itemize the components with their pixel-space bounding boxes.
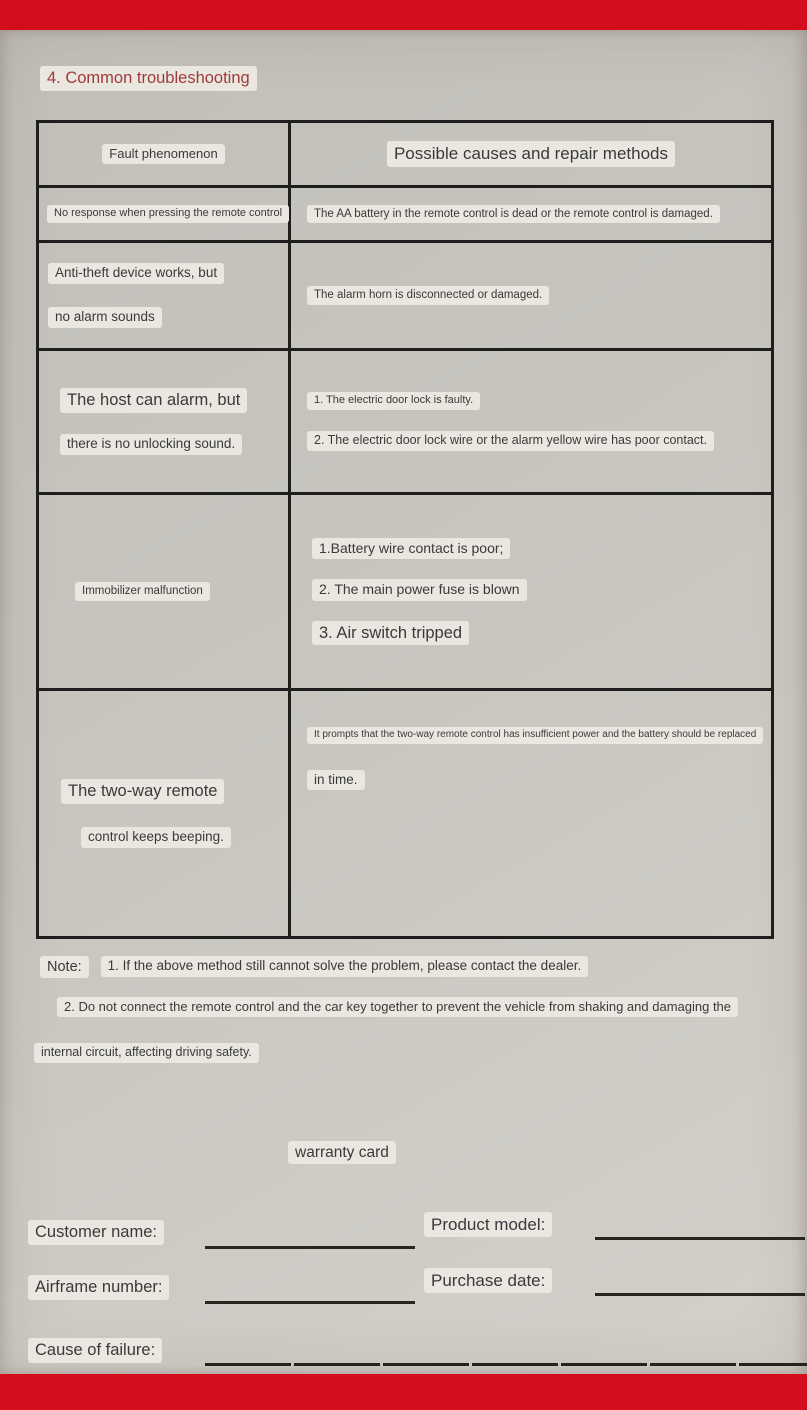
cause-of-failure-label: Cause of failure: xyxy=(28,1338,162,1363)
customer-name-label: Customer name: xyxy=(28,1220,164,1245)
note-line-1: 1. If the above method still cannot solve the problem, please contact the dealer. xyxy=(101,956,589,977)
purchase-date-label: Purchase date: xyxy=(424,1268,552,1293)
note-line-3: internal circuit, affecting driving safety. xyxy=(34,1043,259,1063)
cause-text: 1.Battery wire contact is poor; xyxy=(312,538,510,560)
note-line-2-wrap xyxy=(57,997,738,1017)
fault-text: No response when pressing the remote control xyxy=(47,205,289,223)
cause-text: in time. xyxy=(307,770,365,791)
fault-text: control keeps beeping. xyxy=(81,827,231,848)
table-row xyxy=(39,495,291,691)
fault-text: there is no unlocking sound. xyxy=(60,434,242,455)
cause-text: 1. The electric door lock is faulty. xyxy=(307,392,480,410)
table-row xyxy=(291,691,771,936)
note-line-2: 2. Do not connect the remote control and the car key together to prevent the vehicle from shaking and damaging the xyxy=(57,997,738,1017)
warranty-card-title: warranty card xyxy=(288,1141,396,1164)
fault-text: The two-way remote xyxy=(61,779,224,804)
cause-text: 3. Air switch tripped xyxy=(312,621,469,646)
table-row xyxy=(39,351,291,495)
table-row xyxy=(39,188,291,243)
note-line-3-wrap xyxy=(34,1043,259,1063)
section-title: 4. Common troubleshooting xyxy=(40,66,257,91)
table-row xyxy=(291,188,771,243)
column-header-causes: Possible causes and repair methods xyxy=(387,141,675,166)
cause-text: The AA battery in the remote control is dead or the remote control is damaged. xyxy=(307,205,720,223)
table-header-causes-cell xyxy=(291,123,771,188)
table-row xyxy=(291,351,771,495)
table-header-fault-cell xyxy=(39,123,291,188)
column-header-fault: Fault phenomenon xyxy=(102,144,224,164)
table-row xyxy=(291,495,771,691)
cause-of-failure-line xyxy=(205,1363,807,1366)
product-model-label: Product model: xyxy=(424,1212,552,1237)
cause-text: 2. The main power fuse is blown xyxy=(312,579,527,601)
fault-text: no alarm sounds xyxy=(48,307,162,328)
purchase-date-line xyxy=(595,1293,805,1296)
fault-text: Anti-theft device works, but xyxy=(48,263,224,284)
fault-text: Immobilizer malfunction xyxy=(75,582,210,600)
airframe-number-label: Airframe number: xyxy=(28,1275,169,1300)
cause-text: 2. The electric door lock wire or the alarm yellow wire has poor contact. xyxy=(307,431,714,451)
note-label: Note: xyxy=(40,956,89,978)
cause-text: The alarm horn is disconnected or damaged. xyxy=(307,286,549,304)
cause-text: It prompts that the two-way remote control has insufficient power and the battery should be replaced xyxy=(307,727,763,744)
airframe-number-line xyxy=(205,1301,415,1304)
table-row xyxy=(39,243,291,351)
fault-text: The host can alarm, but xyxy=(60,388,247,413)
table-row xyxy=(39,691,291,936)
note-section xyxy=(40,956,588,978)
table-row xyxy=(291,243,771,351)
product-model-line xyxy=(595,1237,805,1240)
troubleshooting-table xyxy=(36,120,774,939)
customer-name-line xyxy=(205,1246,415,1249)
